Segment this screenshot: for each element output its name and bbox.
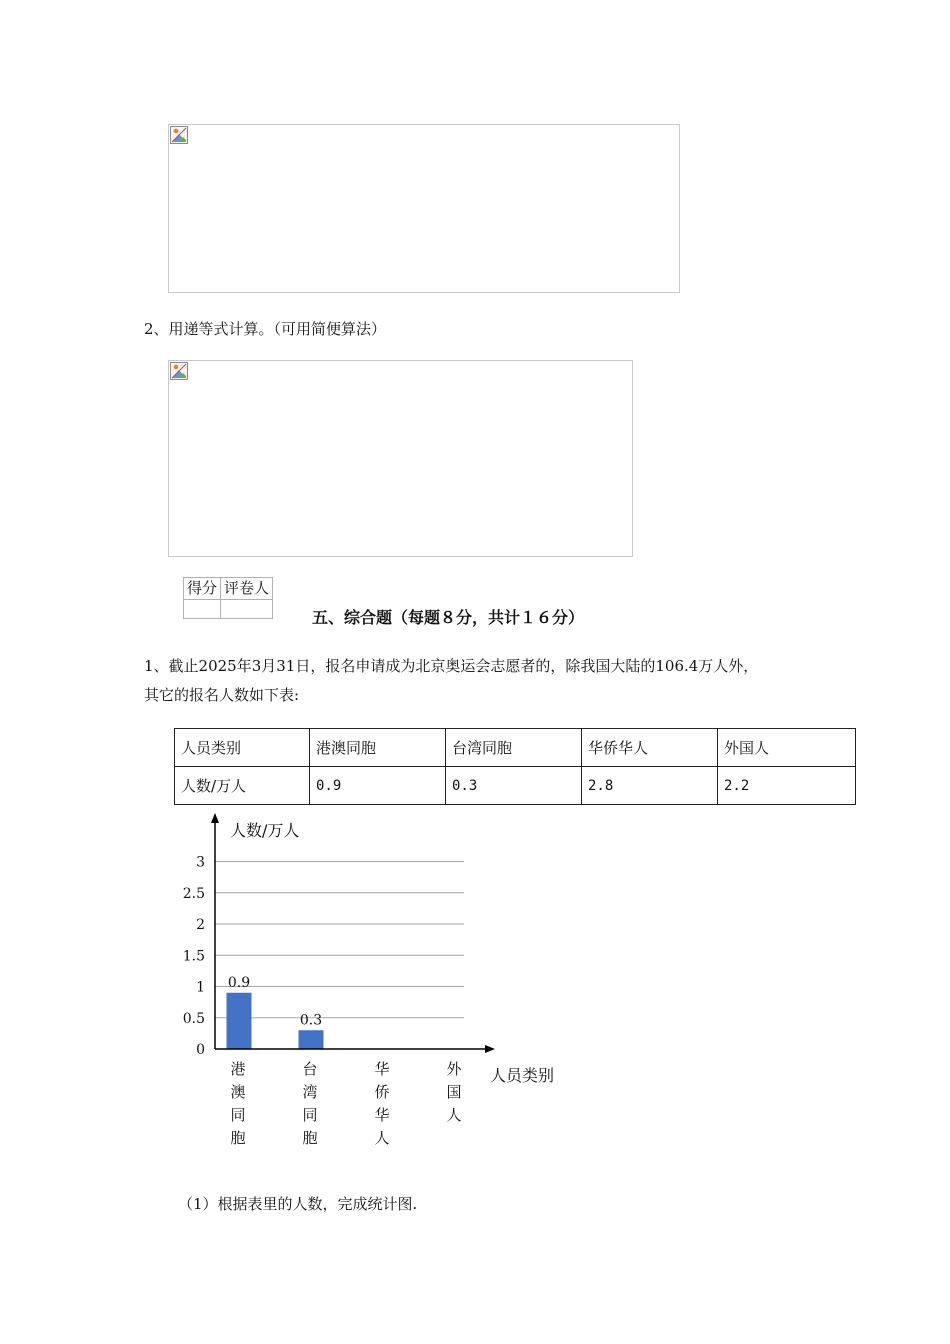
score-cell[interactable] bbox=[184, 600, 221, 619]
category-char: 华 bbox=[374, 1106, 390, 1124]
image-placeholder-1 bbox=[168, 124, 680, 293]
x-category-label bbox=[228, 1058, 248, 1150]
table-header-cell: 台湾同胞 bbox=[446, 729, 582, 767]
bar bbox=[299, 1030, 324, 1049]
score-box bbox=[183, 577, 273, 619]
x-axis-title: 人员类别 bbox=[490, 1066, 555, 1085]
y-tick-label: 0 bbox=[196, 1042, 205, 1058]
bar bbox=[227, 993, 252, 1049]
broken-image-icon bbox=[170, 126, 188, 144]
table-cell: 2.2 bbox=[718, 767, 856, 805]
table-header-cell: 港澳同胞 bbox=[310, 729, 446, 767]
broken-image-icon bbox=[170, 362, 188, 380]
table-cell: 2.8 bbox=[582, 767, 718, 805]
table-header-cell: 华侨华人 bbox=[582, 729, 718, 767]
y-tick-label: 2.5 bbox=[182, 885, 205, 902]
table-cell: 人数/万人 bbox=[175, 767, 310, 805]
category-char: 同 bbox=[302, 1106, 318, 1124]
x-category-label bbox=[300, 1058, 320, 1150]
table-header-cell: 人员类别 bbox=[175, 729, 310, 767]
grader-label: 评卷人 bbox=[221, 578, 273, 600]
table-header-row bbox=[175, 729, 856, 767]
sub-question-text: （1）根据表里的人数，完成统计图. bbox=[178, 1195, 418, 1213]
category-char: 同 bbox=[230, 1106, 246, 1124]
question-1-line1: 1、截止2025年3月31日，报名申请成为北京奥运会志愿者的，除我国大陆的106.4万人外， bbox=[144, 657, 759, 675]
y-tick-label: 3 bbox=[196, 854, 205, 871]
table-header-cell: 外国人 bbox=[718, 729, 856, 767]
category-char: 人 bbox=[374, 1129, 390, 1147]
x-category-label bbox=[372, 1058, 392, 1150]
category-char: 澳 bbox=[230, 1083, 246, 1101]
y-tick-label: 1.5 bbox=[182, 948, 205, 965]
table-cell: 0.3 bbox=[446, 767, 582, 805]
x-category-label bbox=[444, 1058, 464, 1127]
image-placeholder-2 bbox=[168, 360, 633, 557]
category-char: 国 bbox=[446, 1083, 462, 1101]
table-cell: 0.9 bbox=[310, 767, 446, 805]
question-1-line2: 其它的报名人数如下表: bbox=[144, 686, 300, 704]
category-char: 湾 bbox=[302, 1083, 318, 1101]
section-title: 五、综合题（每题８分，共计１６分） bbox=[312, 608, 585, 627]
category-char: 胞 bbox=[302, 1129, 318, 1147]
y-tick-label: 1 bbox=[196, 979, 205, 996]
score-label: 得分 bbox=[184, 578, 221, 600]
category-char: 侨 bbox=[374, 1083, 390, 1101]
category-char: 人 bbox=[446, 1106, 462, 1124]
y-tick-label: 0.5 bbox=[182, 1010, 205, 1027]
category-char: 华 bbox=[374, 1060, 390, 1078]
category-char: 港 bbox=[230, 1060, 246, 1078]
data-label: 0.9 bbox=[227, 974, 251, 991]
table-row bbox=[175, 767, 856, 805]
y-tick-label: 2 bbox=[196, 917, 205, 933]
question-2-text: 2、用递等式计算。（可用简便算法） bbox=[144, 320, 387, 338]
grader-cell[interactable] bbox=[221, 600, 273, 619]
data-label: 0.3 bbox=[299, 1012, 323, 1029]
category-char: 胞 bbox=[230, 1129, 246, 1147]
data-table bbox=[174, 728, 856, 805]
category-char: 台 bbox=[302, 1060, 318, 1078]
category-char: 外 bbox=[446, 1060, 462, 1078]
y-axis-title: 人数/万人 bbox=[230, 821, 300, 840]
